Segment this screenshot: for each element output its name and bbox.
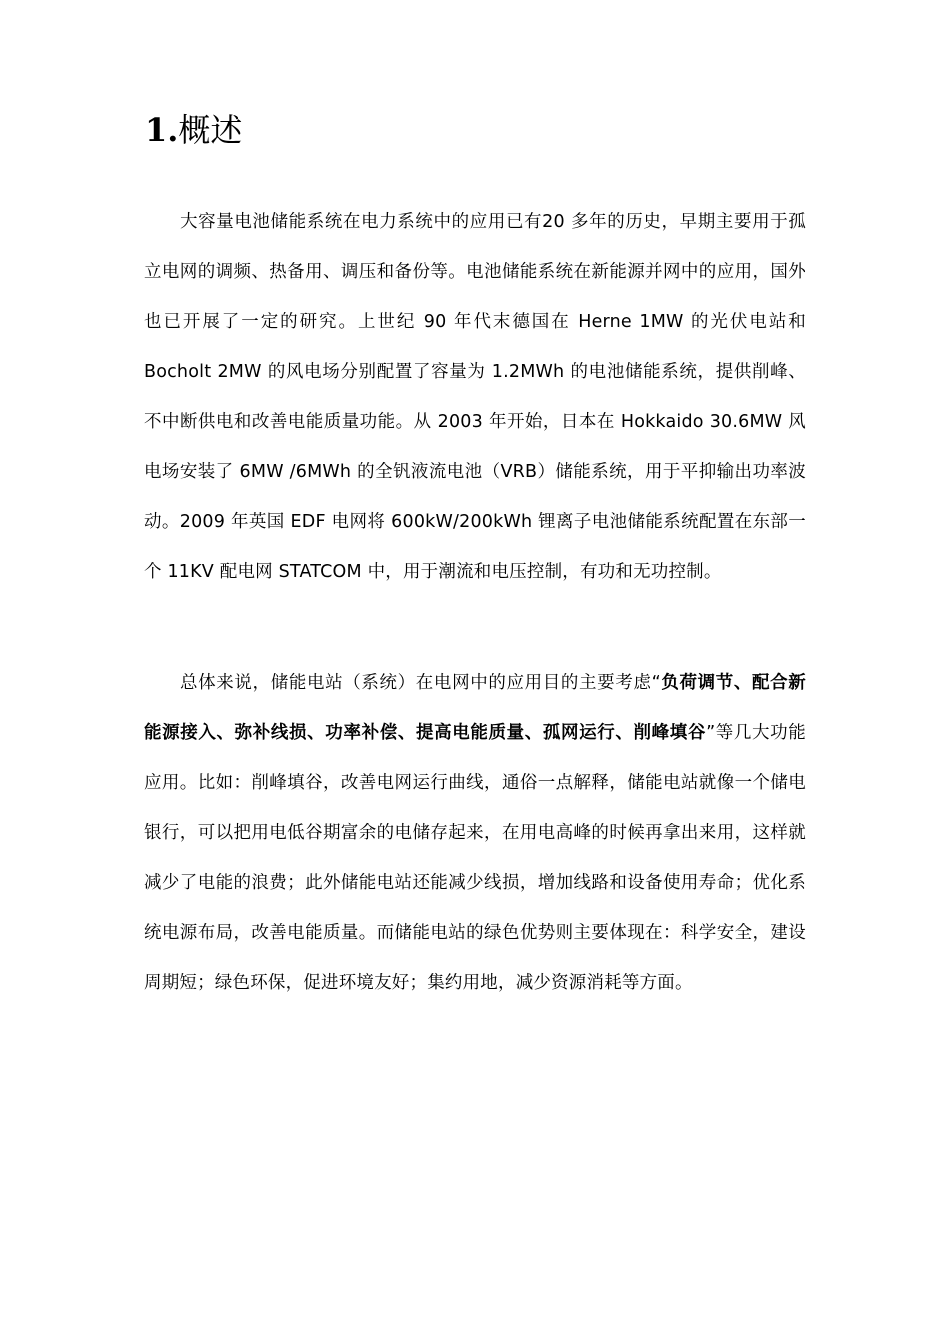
section-heading [145,108,242,152]
paragraph-functions-intro: 总体来说，储能电站（系统）在电网中的应用目的主要考虑 [180,673,652,693]
paragraph-functions-bold: 负荷调节、配合新能源接入、弥补线损、功率补偿、提高电能质量、孤网运行、削峰填谷 [144,673,806,743]
section-title: 概述 [178,111,243,149]
paragraph-history: 大容量电池储能系统在电力系统中的应用已有20 多年的历史，早期主要用于孤立电网的调频、热备用、调压和备份等。电池储能系统在新能源并网中的应用，国外也已开展了一定的研究。上世纪 90 年代末德国在 Herne 1MW 的光伏电站和 Bocholt 2MW 的风电场分别配置了容量为 1.2MWh 的电池储能系统，提供削峰、不中断供电和改善电能质量功能。从 2003 年开始，日本在 Hokkaido 30.6MW 风电场安装了 6MW /6MWh 的全钒液流电池（VRB）储能系统，用于平抑输出功率波动。2009 年英国 EDF 电网将 600kW/200kWh 锂离子电池储能系统配置在东部一个 11KV 配电网 STATCOM 中，用于潮流和电压控制，有功和无功控制。 [144,212,806,582]
section-number: 1. [145,111,179,149]
paragraph-functions [144,658,806,1008]
open-quote: “ [651,673,661,693]
close-quote: ” [706,723,716,743]
paragraph-functions-rest: 等几大功能应用。比如：削峰填谷，改善电网运行曲线，通俗一点解释，储能电站就像一个储电银行，可以把用电低谷期富余的电储存起来，在用电高峰的时候再拿出来用，这样就减少了电能的浪费；此外储能电站还能减少线损，增加线路和设备使用寿命；优化系统电源布局，改善电能质量。而储能电站的绿色优势则主要体现在：科学安全，建设周期短；绿色环保，促进环境友好；集约用地，减少资源消耗等方面。 [144,723,806,993]
